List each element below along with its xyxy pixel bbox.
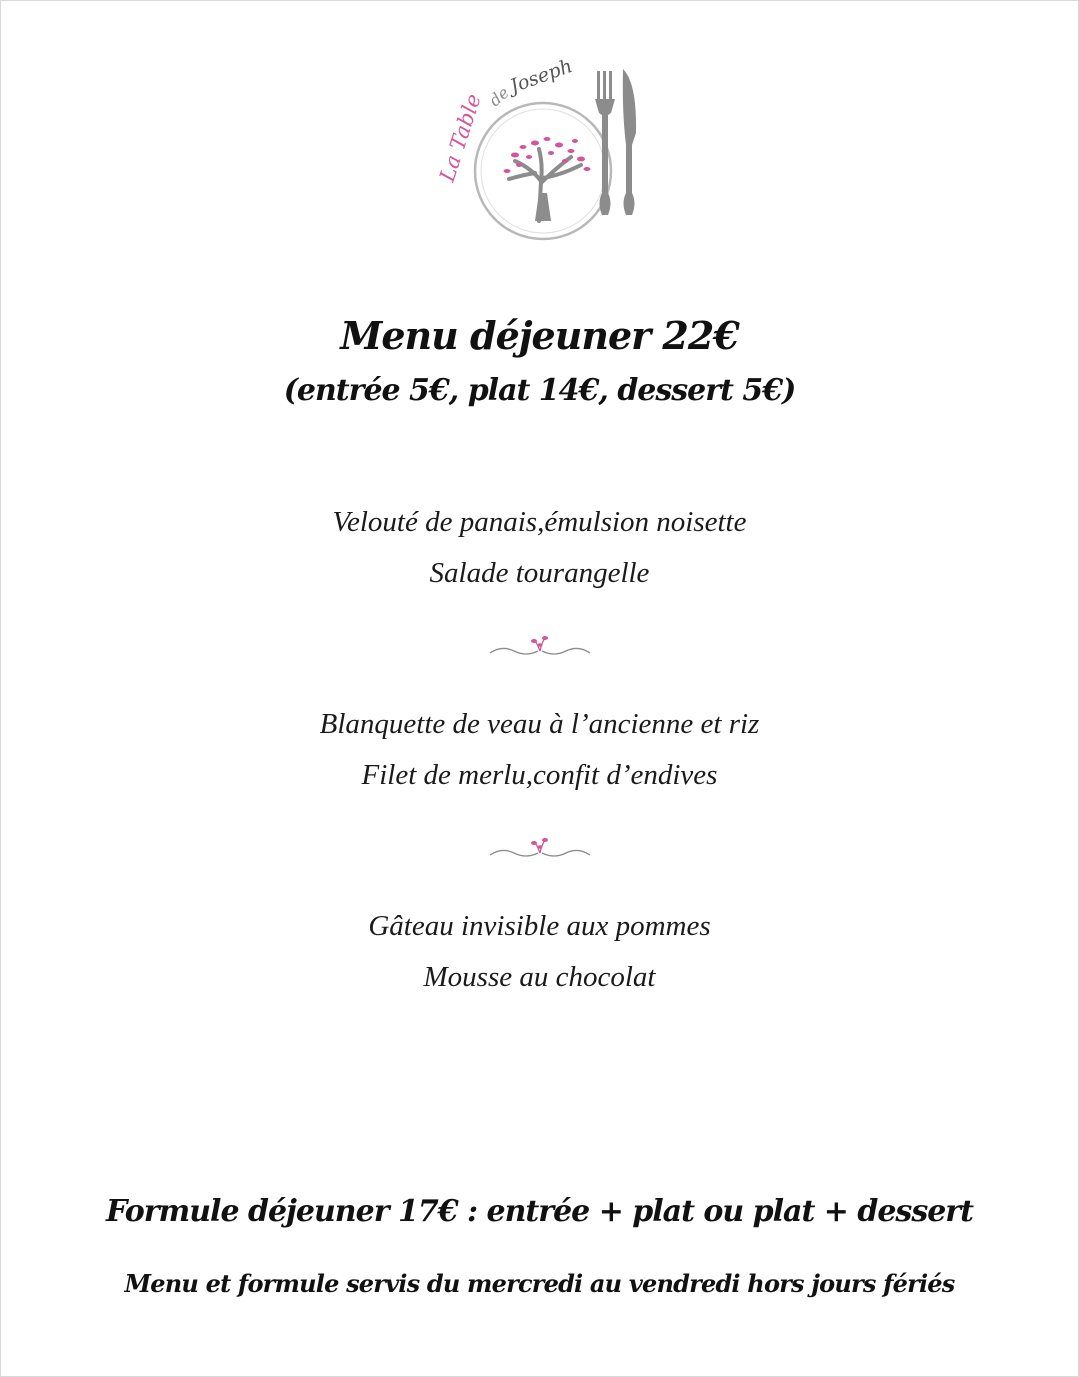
menu-price-details: (entrée 5€, plat 14€, dessert 5€)	[283, 373, 796, 408]
dish-item: Mousse au chocolat	[423, 961, 656, 993]
floral-divider-icon	[488, 633, 592, 663]
dish-item: Velouté de panais,émulsion noisette	[332, 506, 747, 538]
logo-text-joseph: Joseph	[507, 54, 576, 98]
course-mains	[1, 699, 1078, 801]
restaurant-logo-icon	[431, 53, 661, 253]
dish-item: Blanquette de veau à l’ancienne et riz	[319, 708, 760, 740]
dish-item: Gâteau invisible aux pommes	[368, 910, 711, 942]
logo-text-la-table: La Table	[434, 90, 486, 185]
dish-item: Salade tourangelle	[429, 557, 650, 589]
lunch-formula: Formule déjeuner 17€ : entrée + plat ou plat + dessert	[106, 1194, 973, 1229]
service-note: Menu et formule servis du mercredi au vendredi hors jours fériés	[124, 1269, 955, 1298]
course-desserts	[1, 901, 1078, 1003]
dish-item: Filet de merlu,confit d’endives	[361, 759, 718, 791]
course-starters	[1, 497, 1078, 599]
floral-divider-icon	[488, 835, 592, 865]
logo-text-de: de	[485, 82, 513, 111]
menu-title: Menu déjeuner 22€	[340, 313, 739, 358]
